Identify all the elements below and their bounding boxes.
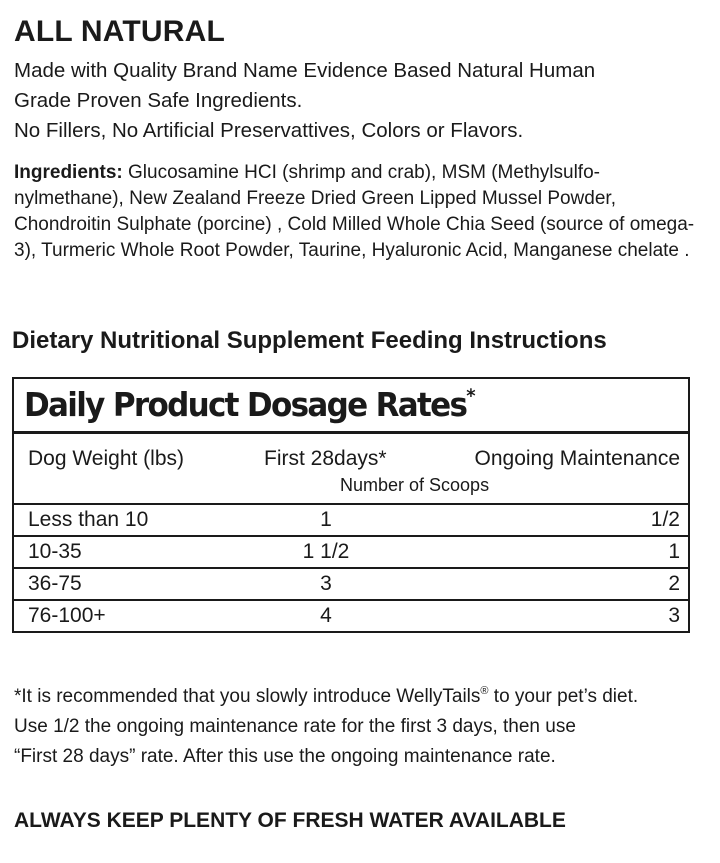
table-cell-weight: 36-75	[28, 572, 82, 595]
water-warning: ALWAYS KEEP PLENTY OF FRESH WATER AVAILABLE	[14, 809, 566, 832]
row-divider	[14, 535, 688, 537]
table-cell-weight: 10-35	[28, 540, 82, 563]
header-first-28-days: First 28days*	[264, 447, 387, 470]
table-cell-ongoing: 1	[668, 540, 680, 563]
ingredients-list: Glucosamine HCI (shrimp and crab), MSM (Methylsulfo-nylmethane), New Zealand Freeze Dried Green Lipped Mussel Powder, Chondroitin Sulphate (porcine) , Cold Milled Whole Chia Seed (source of omega-3), Turmeric Whole Root Powder, Taurine, Hyaluronic Acid, Manganese chelate .	[14, 162, 695, 261]
intro-line: Made with Quality Brand Name Evidence Based Natural Human	[14, 59, 596, 82]
feeding-instructions-title: Dietary Nutritional Supplement Feeding Instructions	[12, 327, 607, 354]
row-divider	[14, 567, 688, 569]
dosage-title-text: Daily Product Dosage Rates	[24, 385, 467, 424]
table-cell-ongoing: 1/2	[650, 508, 680, 531]
dosage-title-asterisk: *	[466, 385, 476, 407]
footnote-line	[14, 682, 709, 712]
table-cell-ongoing: 3	[668, 604, 680, 627]
table-cell-first-value: 1 1/2	[302, 540, 350, 563]
footnote-line-end: to your pet’s diet.	[488, 686, 639, 707]
section-title-all-natural: ALL NATURAL	[14, 15, 226, 48]
table-cell-first-value: 4	[320, 604, 332, 627]
title-divider	[14, 431, 688, 434]
footnote-line: Use 1/2 the ongoing maintenance rate for the first 3 days, then use	[14, 716, 576, 737]
table-cell-first-value: 3	[320, 572, 332, 595]
row-divider	[14, 599, 688, 601]
dosage-footnote	[14, 682, 709, 772]
footnote-line: “First 28 days” rate. After this use the ongoing maintenance rate.	[14, 746, 556, 767]
header-ongoing-maintenance: Ongoing Maintenance	[474, 447, 680, 470]
table-cell-ongoing: 2	[668, 572, 680, 595]
intro-line: Grade Proven Safe Ingredients.	[14, 89, 303, 112]
dosage-table	[12, 377, 690, 633]
intro-line: No Fillers, No Artificial Preservattives, Colors or Flavors.	[14, 119, 524, 142]
ingredients-paragraph	[14, 160, 704, 264]
dosage-table-title	[24, 383, 476, 427]
table-cell-first-value: 1	[320, 508, 332, 531]
table-cell-weight: Less than 10	[28, 508, 149, 531]
row-divider	[14, 503, 688, 505]
footnote-line-start: *It is recommended that you slowly introduce WellyTails	[14, 686, 481, 707]
ingredients-label: Ingredients:	[14, 162, 123, 183]
registered-mark: ®	[480, 685, 489, 697]
table-cell-weight: 76-100+	[28, 604, 106, 627]
header-number-of-scoops: Number of Scoops	[340, 475, 490, 495]
header-dog-weight: Dog Weight (lbs)	[28, 447, 185, 470]
intro-text	[14, 56, 704, 146]
